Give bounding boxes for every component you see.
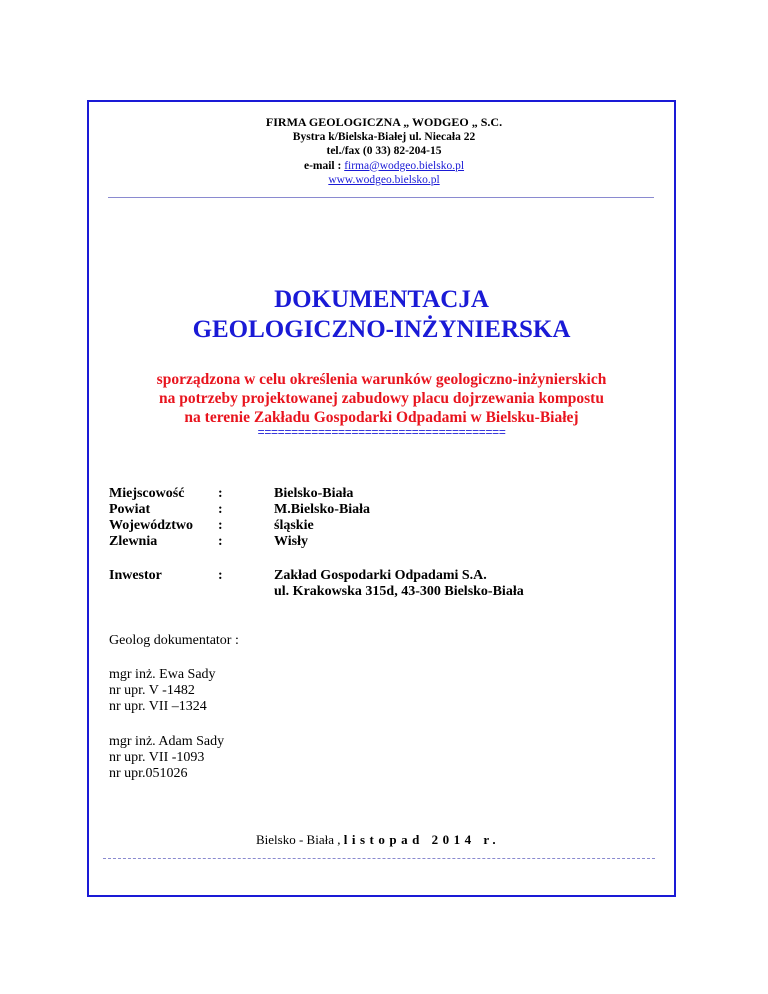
company-website-line xyxy=(0,173,768,188)
email-label: e-mail : xyxy=(303,159,345,172)
geologist-2-name: mgr inż. Adam Sady xyxy=(109,734,225,749)
info-label: Miejscowość xyxy=(109,486,185,501)
investor-name: Zakład Gospodarki Odpadami S.A. xyxy=(274,568,487,583)
geologist-1-name: mgr inż. Ewa Sady xyxy=(109,667,216,682)
geologist-2-license-2: nr upr.051026 xyxy=(109,766,188,781)
document-subtitle xyxy=(88,370,675,427)
subtitle-line-3: na terenie Zakładu Gospodarki Odpadami w Bielsku-Białej xyxy=(184,409,579,426)
website-link[interactable]: www.wodgeo.bielsko.pl xyxy=(328,174,440,186)
company-header xyxy=(0,115,768,188)
info-label: Województwo xyxy=(109,518,193,533)
company-phone: tel./fax (0 33) 82-204-15 xyxy=(326,145,442,157)
separator-line: ===================================== xyxy=(257,426,506,440)
investor-address: ul. Krakowska 315d, 43-300 Bielsko-Biała xyxy=(274,584,524,599)
company-email-line xyxy=(0,159,768,174)
geologist-1-license-1: nr upr. V -1482 xyxy=(109,683,195,698)
subtitle-line-1: sporządzona w celu określenia warunków geologiczno-inżynierskich xyxy=(156,371,607,388)
info-value: Wisły xyxy=(274,534,308,549)
geologist-2 xyxy=(109,734,224,782)
email-link[interactable]: firma@wodgeo.bielsko.pl xyxy=(344,159,465,172)
footer-date: listopad 2014 r. xyxy=(343,832,501,847)
document-title xyxy=(88,285,675,345)
investor-colon: : xyxy=(218,568,223,583)
info-label: Powiat xyxy=(109,502,151,517)
info-colon: : xyxy=(218,518,223,533)
company-name: FIRMA GEOLOGICZNA „ WODGEO „ S.C. xyxy=(265,115,503,129)
info-colon: : xyxy=(218,502,223,517)
geologist-2-license-1: nr upr. VII -1093 xyxy=(109,750,205,765)
header-divider xyxy=(108,197,654,198)
company-address: Bystra k/Bielska-Białej ul. Niecała 22 xyxy=(292,130,476,143)
title-line-1: DOKUMENTACJA xyxy=(274,286,489,313)
geologist-heading: Geolog dokumentator : xyxy=(109,633,239,648)
info-label: Zlewnia xyxy=(109,534,158,549)
info-colon: : xyxy=(218,534,223,549)
title-line-2: GEOLOGICZNO-INŻYNIERSKA xyxy=(192,316,571,343)
geologist-1-license-2: nr upr. VII –1324 xyxy=(109,699,207,714)
info-value: Bielsko-Biała xyxy=(274,486,354,501)
footer-place: Bielsko - Biała , xyxy=(256,832,344,847)
geologist-1 xyxy=(109,667,216,715)
footer-divider xyxy=(103,858,655,859)
investor-label: Inwestor xyxy=(109,568,162,583)
info-value: M.Bielsko-Biała xyxy=(274,502,371,517)
info-value: śląskie xyxy=(274,518,314,533)
place-date-footer xyxy=(256,832,500,848)
info-colon: : xyxy=(218,486,223,501)
subtitle-line-2: na potrzeby projektowanej zabudowy placu dojrzewania kompostu xyxy=(159,390,604,407)
